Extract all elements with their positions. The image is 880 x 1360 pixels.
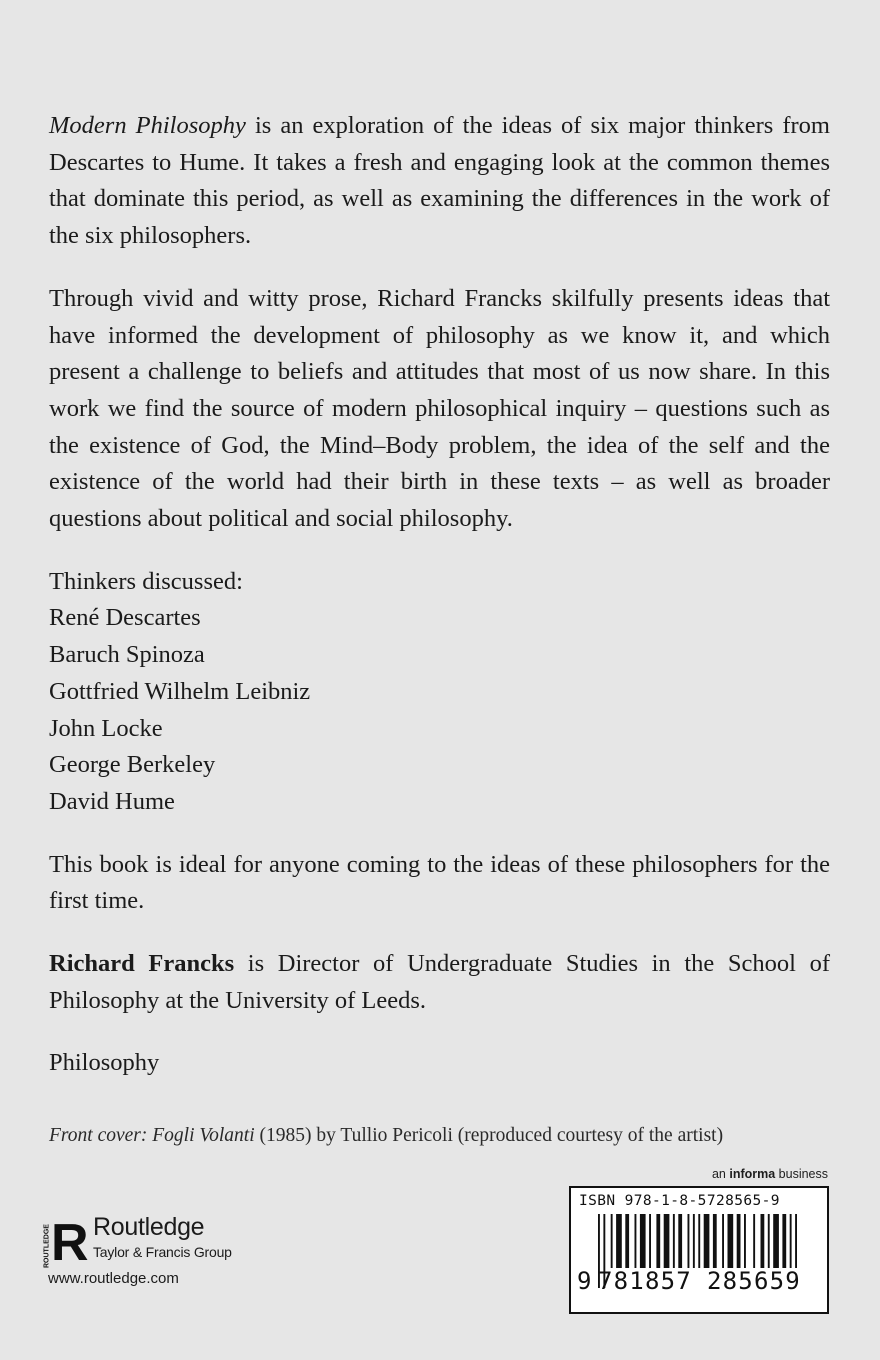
barcode-bar <box>737 1214 741 1268</box>
ean-lead-digit: 9 <box>577 1267 592 1295</box>
thinkers-heading: Thinkers discussed: <box>49 567 243 595</box>
barcode-bar <box>649 1214 651 1268</box>
isbn-barcode <box>569 1186 829 1314</box>
barcode-bar <box>698 1214 700 1268</box>
barcode-bar <box>795 1214 797 1268</box>
barcode-bar <box>782 1214 786 1268</box>
intro-paragraph <box>49 108 830 255</box>
author-bio <box>49 946 830 1019</box>
barcode-bar <box>744 1214 746 1268</box>
book-title: Modern Philosophy <box>49 112 246 139</box>
subject-category: Philosophy <box>49 1049 160 1077</box>
barcode-bar <box>611 1214 613 1268</box>
list-item: Gottfried Wilhelm Leibniz <box>49 677 311 705</box>
barcode-bar <box>678 1214 682 1268</box>
barcode-bar <box>673 1214 675 1268</box>
barcode-bar <box>635 1214 637 1268</box>
list-item: David Hume <box>49 787 175 815</box>
barcode-bar <box>728 1214 734 1268</box>
publisher-group: Taylor & Francis Group <box>93 1244 232 1260</box>
barcode-bar <box>688 1214 690 1268</box>
publisher-website: www.routledge.com <box>48 1270 179 1287</box>
barcode-bar <box>656 1214 660 1268</box>
barcode-bar <box>753 1214 755 1268</box>
barcode-bar <box>713 1214 717 1268</box>
credit-text: (1985) by Tullio Pericoli (reproduced courtesy of the artist) <box>254 1125 724 1146</box>
barcode-bar <box>664 1214 670 1268</box>
barcode-bar <box>640 1214 646 1268</box>
isbn-label: ISBN 978-1-8-5728565-9 <box>579 1193 780 1209</box>
list-item: Baruch Spinoza <box>49 641 205 669</box>
credit-label: Front cover: <box>49 1125 148 1146</box>
list-item: John Locke <box>49 714 163 742</box>
barcode-bar <box>693 1214 695 1268</box>
ean-left-digits: 781857 <box>598 1267 692 1295</box>
author-bio-text: is Director of Undergraduate Studies in the School of Philosophy at the University of Leeds. <box>49 950 830 1014</box>
routledge-logo-icon <box>43 1210 89 1272</box>
list-item: René Descartes <box>49 604 201 632</box>
barcode-bar <box>616 1214 622 1268</box>
intro-text: is an exploration of the ideas of six major thinkers from Descartes to Hume. It takes a fresh and engaging look at the common themes that dominate this period, as well as examining the differences in the work of the six philosophers. <box>49 112 830 250</box>
barcode-bar <box>768 1214 770 1268</box>
publisher-name: Routledge <box>93 1213 205 1241</box>
barcode-bar <box>761 1214 765 1268</box>
list-item: George Berkeley <box>49 751 216 779</box>
logo-letter: R <box>51 1214 89 1272</box>
barcode-bar <box>722 1214 724 1268</box>
barcode-bar <box>704 1214 710 1268</box>
author-name: Richard Francks <box>49 950 235 978</box>
ean-right-digits: 285659 <box>707 1267 801 1295</box>
barcode-bar <box>790 1214 792 1268</box>
artwork-title: Fogli Volanti <box>152 1125 255 1146</box>
barcode-bar <box>625 1214 629 1268</box>
thinkers-list <box>49 600 830 820</box>
summary-paragraph: Through vivid and witty prose, Richard Francks skilfully presents ideas that have informed the development of philosophy as we know it, and which present a challenge to beliefs and attitudes that most of us now share. In this work we find the source of modern philosophical inquiry – questions such as the existence of God, the Mind–Body problem, the idea of the self and the existence of the world had their birth in these texts – as well as broader questions about political and social philosophy. <box>49 284 830 533</box>
audience-paragraph: This book is ideal for anyone coming to the ideas of these philosophers for the first time. <box>49 850 830 915</box>
back-cover-text <box>49 108 830 1082</box>
barcode-bar <box>773 1214 779 1268</box>
logo-vertical-text: ROUTLEDGE <box>43 1224 51 1268</box>
cover-credit <box>49 1122 849 1150</box>
informa-tagline: an informa business <box>711 1167 828 1181</box>
informa-brand: informa <box>729 1167 776 1181</box>
